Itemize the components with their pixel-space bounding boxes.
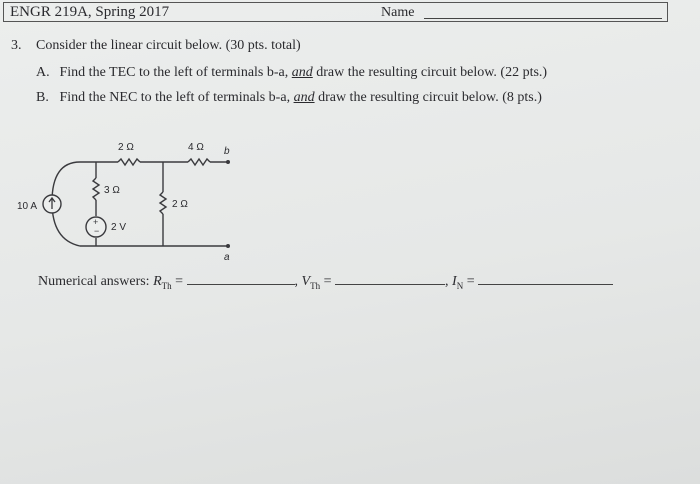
voltage-source-plus: + — [93, 217, 99, 227]
resistor-2ohm-mid-shape — [160, 192, 166, 214]
numerical-answers: Numerical answers: $R_{Th}$ = , $V_{Th}$ = , $I_N$ = — [38, 274, 613, 291]
part-a-letter: A. — [36, 65, 50, 80]
part-b-letter: B. — [36, 90, 49, 105]
resistor-3ohm-label: 3 Ω — [104, 185, 120, 196]
rth-answer-blank[interactable] — [187, 274, 295, 285]
voltage-source-label: 2 V — [111, 222, 127, 233]
part-a-text-before: Find the TEC to the left of terminals b-a, — [59, 65, 289, 80]
name-label: Name — [381, 5, 415, 20]
in-symbol: I — [452, 274, 457, 289]
part-a — [36, 65, 547, 81]
part-b-emph: and — [293, 90, 315, 105]
in-answer-blank[interactable] — [478, 274, 613, 285]
part-b-text-after: draw the resulting circuit below. (8 pts.) — [318, 90, 542, 105]
terminal-b-dot — [226, 160, 230, 164]
current-source-label: 10 A — [17, 201, 38, 212]
vth-symbol: V — [301, 274, 311, 289]
resistor-4ohm-shape — [188, 159, 210, 165]
resistor-3ohm-shape — [93, 178, 99, 200]
terminal-a-dot — [226, 244, 230, 248]
name-line — [424, 18, 662, 19]
question-number: 3. — [11, 38, 22, 53]
part-a-emph: and — [291, 65, 313, 80]
vth-subscript: Th — [310, 280, 321, 291]
rth-subscript: Th — [161, 280, 172, 291]
vth-equals: = — [323, 274, 332, 289]
in-subscript: N — [456, 280, 464, 291]
terminal-a-label: a — [224, 252, 230, 263]
part-b-text-before: Find the NEC to the left of terminals b-a, — [59, 90, 291, 105]
part-a-text-after: draw the resulting circuit below. (22 pts.) — [316, 65, 548, 80]
resistor-4ohm-label: 4 Ω — [188, 142, 204, 153]
course-title: ENGR 219A, Spring 2017 — [10, 4, 170, 20]
terminal-b-label: b — [224, 146, 230, 157]
answers-label: Numerical answers: — [38, 274, 150, 289]
part-b — [36, 90, 542, 106]
vth-answer-blank[interactable] — [335, 274, 445, 285]
in-equals: = — [466, 274, 475, 289]
rth-equals: = — [175, 274, 184, 289]
resistor-2ohm-top-label: 2 Ω — [118, 142, 134, 153]
voltage-source-minus: − — [94, 226, 100, 236]
circuit-diagram — [0, 130, 260, 265]
rth-symbol: R — [153, 274, 162, 289]
resistor-2ohm-mid-label: 2 Ω — [172, 199, 188, 210]
question-text: Consider the linear circuit below. (30 pts. total) — [36, 38, 301, 53]
resistor-2ohm-top-shape — [118, 159, 140, 165]
